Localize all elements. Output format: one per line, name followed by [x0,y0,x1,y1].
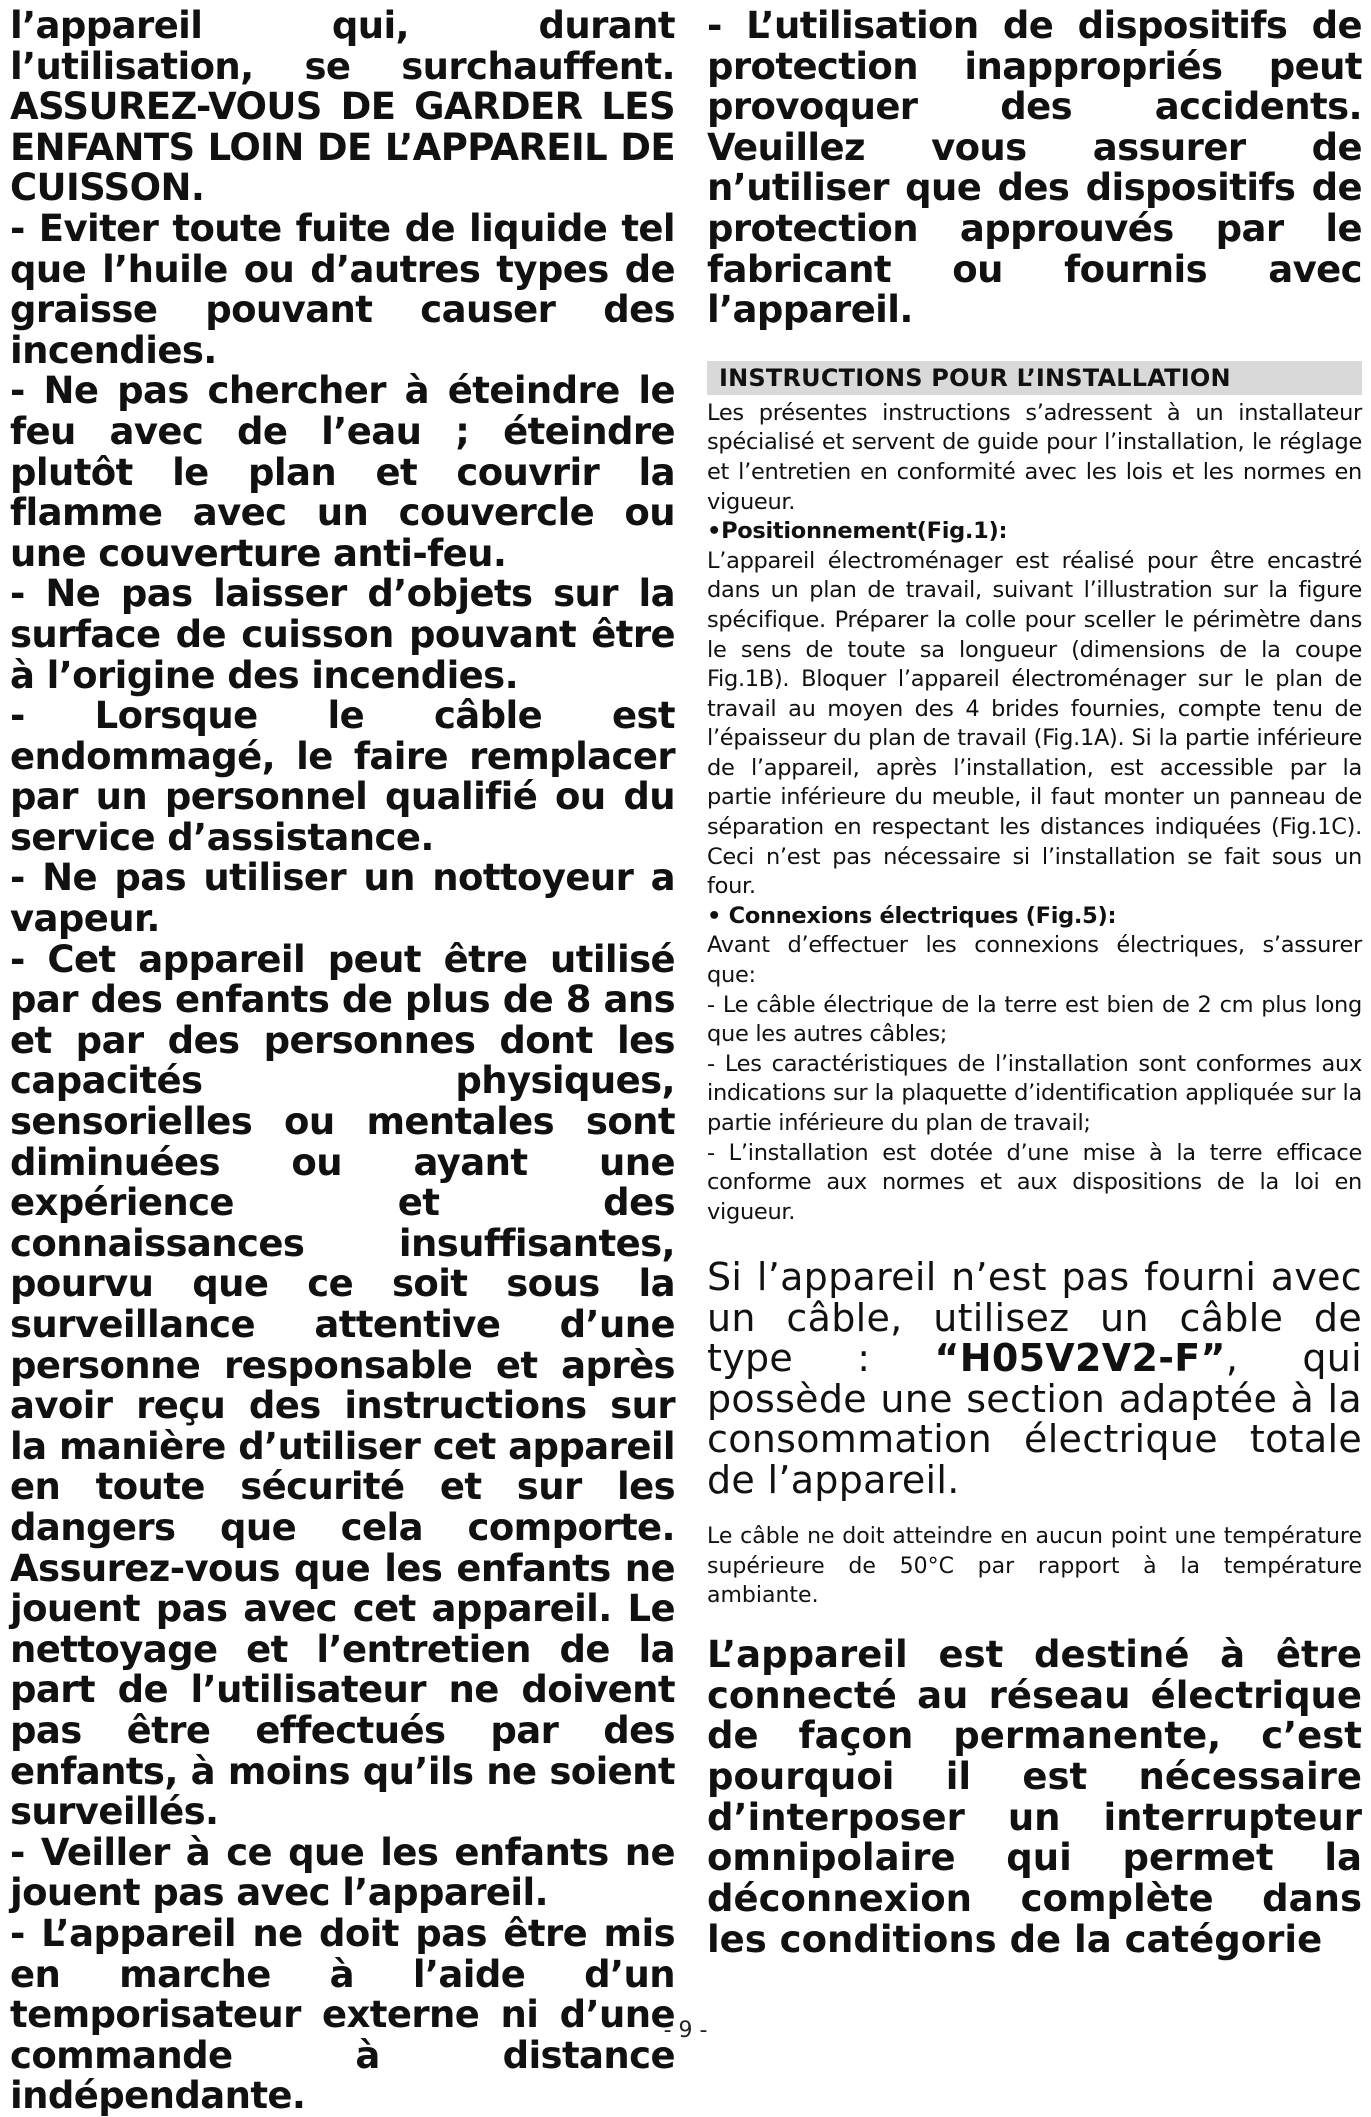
electrical-section [707,902,1362,1228]
electrical-item: - L’installation est dotée d’une mise à la terre efficace conforme aux normes et aux dispositions de la loi en vigueur. [707,1139,1362,1225]
electrical-item: - Le câble électrique de la terre est bien de 2 cm plus long que les autres câbles; [707,991,1362,1048]
positioning-title: •Positionnement(Fig.1): [707,518,1008,545]
electrical-intro: Avant d’effectuer les connexions électriques, s’assurer que: [707,932,1362,989]
cable-type-notice [707,1257,1362,1500]
positioning-section [707,517,1362,902]
paragraph-objects: - Ne pas laisser d’objets sur la surface de cuisson pouvant être à l’origine des incendies. [10,572,675,697]
right-column [707,6,1362,1961]
paragraph-steam-cleaner: - Ne pas utiliser un nottoyeur a vapeur. [10,856,675,941]
paragraph-damaged-cable: - Lorsque le câble est endommagé, le faire remplacer par un personnel qualifié ou du service d’assistance. [10,694,675,859]
section-heading: INSTRUCTIONS POUR L’INSTALLATION [707,361,1362,395]
left-column [10,6,675,2117]
paragraph-timer: - L’appareil ne doit pas être mis en marche à l’aide d’un temporisateur externe ni d’une commande à distance indépendante. [10,1911,675,2117]
electrical-item: - Les caractéristiques de l’installation sont conformes aux indications sur la plaquette d’identification appliquée sur la partie inférieure du plan de travail; [707,1050,1362,1136]
protection-warning [707,6,1362,331]
paragraph-children-usage: - Cet appareil peut être utilisé par des enfants de plus de 8 ans et par des personnes dont les capacités physiques, sensorielles ou mentales sont diminuées ou ayant une expérience et des connaissances insuffisantes, pourvu que ce soit sous la surveillance attentive d’une personne responsable et après avoir reçu des instructions sur la manière d’utiliser cet appareil en toute sécurité et sur les dangers que cela comporte. Assurez-vous que les enfants ne jouent pas avec cet appareil. Le nettoyage et l’entretien de la part de l’utilisateur ne doivent pas être effectués par des enfants, à moins qu’ils ne soient surveillés. [10,937,675,1834]
cable-notice-before: Si l’appareil n’est pas fourni avec un câble, utilisez un câble de type : [707,1255,1362,1381]
paragraph-fire-water: - Ne pas chercher à éteindre le feu avec de l’eau ; éteindre plutôt le plan et couvrir la flamme avec un couvercle ou une couverture anti-feu. [10,369,675,575]
safety-warnings [10,6,675,2117]
paragraph-children-play: - Veiller à ce que les enfants ne jouent pas avec l’appareil. [10,1830,675,1915]
electrical-title: • Connexions électriques (Fig.5): [707,902,1117,929]
positioning-text: L’appareil électroménager est réalisé pour être encastré dans un plan de travail, suivant l’illustration sur la figure spécifique. Préparer la colle pour sceller le périmètre dans le sens de toute sa longueur (dimensions de la coupe Fig.1B). Bloquer l’appareil électroménager sur le plan de travail au moyen des 4 brides fournies, compte tenu de l’épaisseur du plan de travail (Fig.1A). Si la partie inférieure de l’appareil, après l’installation, est accessible par la partie inférieure du meuble, il faut monter un panneau de séparation en respectant les distances indiquées (Fig.1C). Ceci n’est pas nécessaire si l’installation se fait sous un four. [707,547,1362,900]
cable-temperature-notice: Le câble ne doit atteindre en aucun point une température supérieure de 50°C par rapport à la température ambiante. [707,1524,1362,1609]
permanent-connection-notice: L’appareil est destiné à être connecté au réseau électrique de façon permanente, c’est pourquoi il est nécessaire d’interposer un interrupteur omnipolaire qui permet la déconnexion complète dans les conditions de la catégorie [707,1632,1362,1961]
paragraph-protection-devices: - L’utilisation de dispositifs de protection inappropriés peut provoquer des accidents. Veuillez vous assurer de n’utiliser que des dispositifs de protection approuvés par le fabricant ou fournis avec l’appareil. [707,4,1362,332]
paragraph-liquid-leak: - Eviter toute fuite de liquide tel que l’huile ou d’autres types de graisse pouvant causer des incendies. [10,206,675,372]
cable-notice-after: , qui possède une section adaptée à la consommation électrique totale de l’appareil. [707,1336,1362,1502]
cable-type-code: “H05V2V2-F” [934,1336,1226,1381]
paragraph-overheat: l’appareil qui, durant l’utilisation, se surchauffent. ASSUREZ-VOUS DE GARDER LES ENFANTS LOIN DE L’APPAREIL DE CUISSON. [10,4,675,210]
page-number: - 9 - [663,2018,708,2043]
installation-intro: Les présentes instructions s’adressent à un installateur spécialisé et servent de guide pour l’installation, le réglage et l’entretien en conformité avec les lois et les normes en vigueur. [707,399,1362,515]
